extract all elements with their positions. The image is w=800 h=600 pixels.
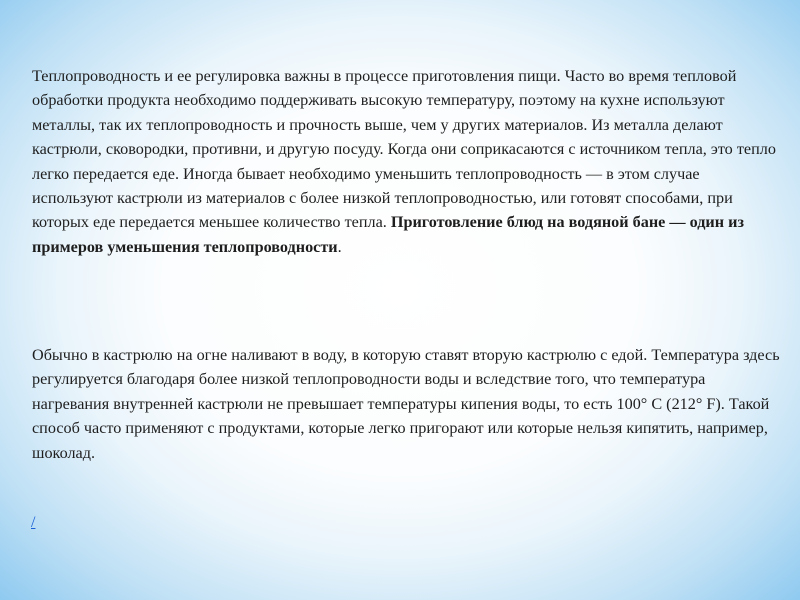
paragraph-heat-conductivity bbox=[32, 64, 780, 259]
paragraph-2-text: Обычно в кастрюлю на огне наливают в воду, в которую ставят вторую кастрюлю с едой. Температура здесь регулируется благодаря более низкой теплопроводности воды и вследствие того, что температура нагревания внутренней кастрюли не превышает температуры кипения воды, то есть 100° C (212° F). Такой способ часто применяют с продуктами, которые легко пригорают или которые нельзя кипятить, например, шоколад. bbox=[32, 346, 780, 462]
paragraph-1-text: Теплопроводность и ее регулировка важны в процессе приготовления пищи. Часто во время тепловой обработки продукта необходимо поддерживать высокую температуру, поэтому на кухне используют металлы, так их теплопроводность и прочность выше, чем у других материалов. Из металла делают кастрюли, сковородки, противни, и другую посуду. Когда они соприкасаются с источником тепла, это тепло легко передается еде. Иногда бывает необходимо уменьшить теплопроводность — в этом случае используют кастрюли из материалов с более низкой теплопроводностью, или готовят способами, при которых еде передается меньшее количество тепла. bbox=[32, 67, 776, 232]
slash-link[interactable]: / bbox=[31, 514, 36, 531]
paragraph-1-bold-text: Приготовление блюд на водяной бане — один из примеров уменьшения теплопроводности bbox=[32, 213, 744, 256]
paragraph-1-end: . bbox=[337, 237, 342, 256]
paragraph-water-bath bbox=[32, 343, 780, 465]
